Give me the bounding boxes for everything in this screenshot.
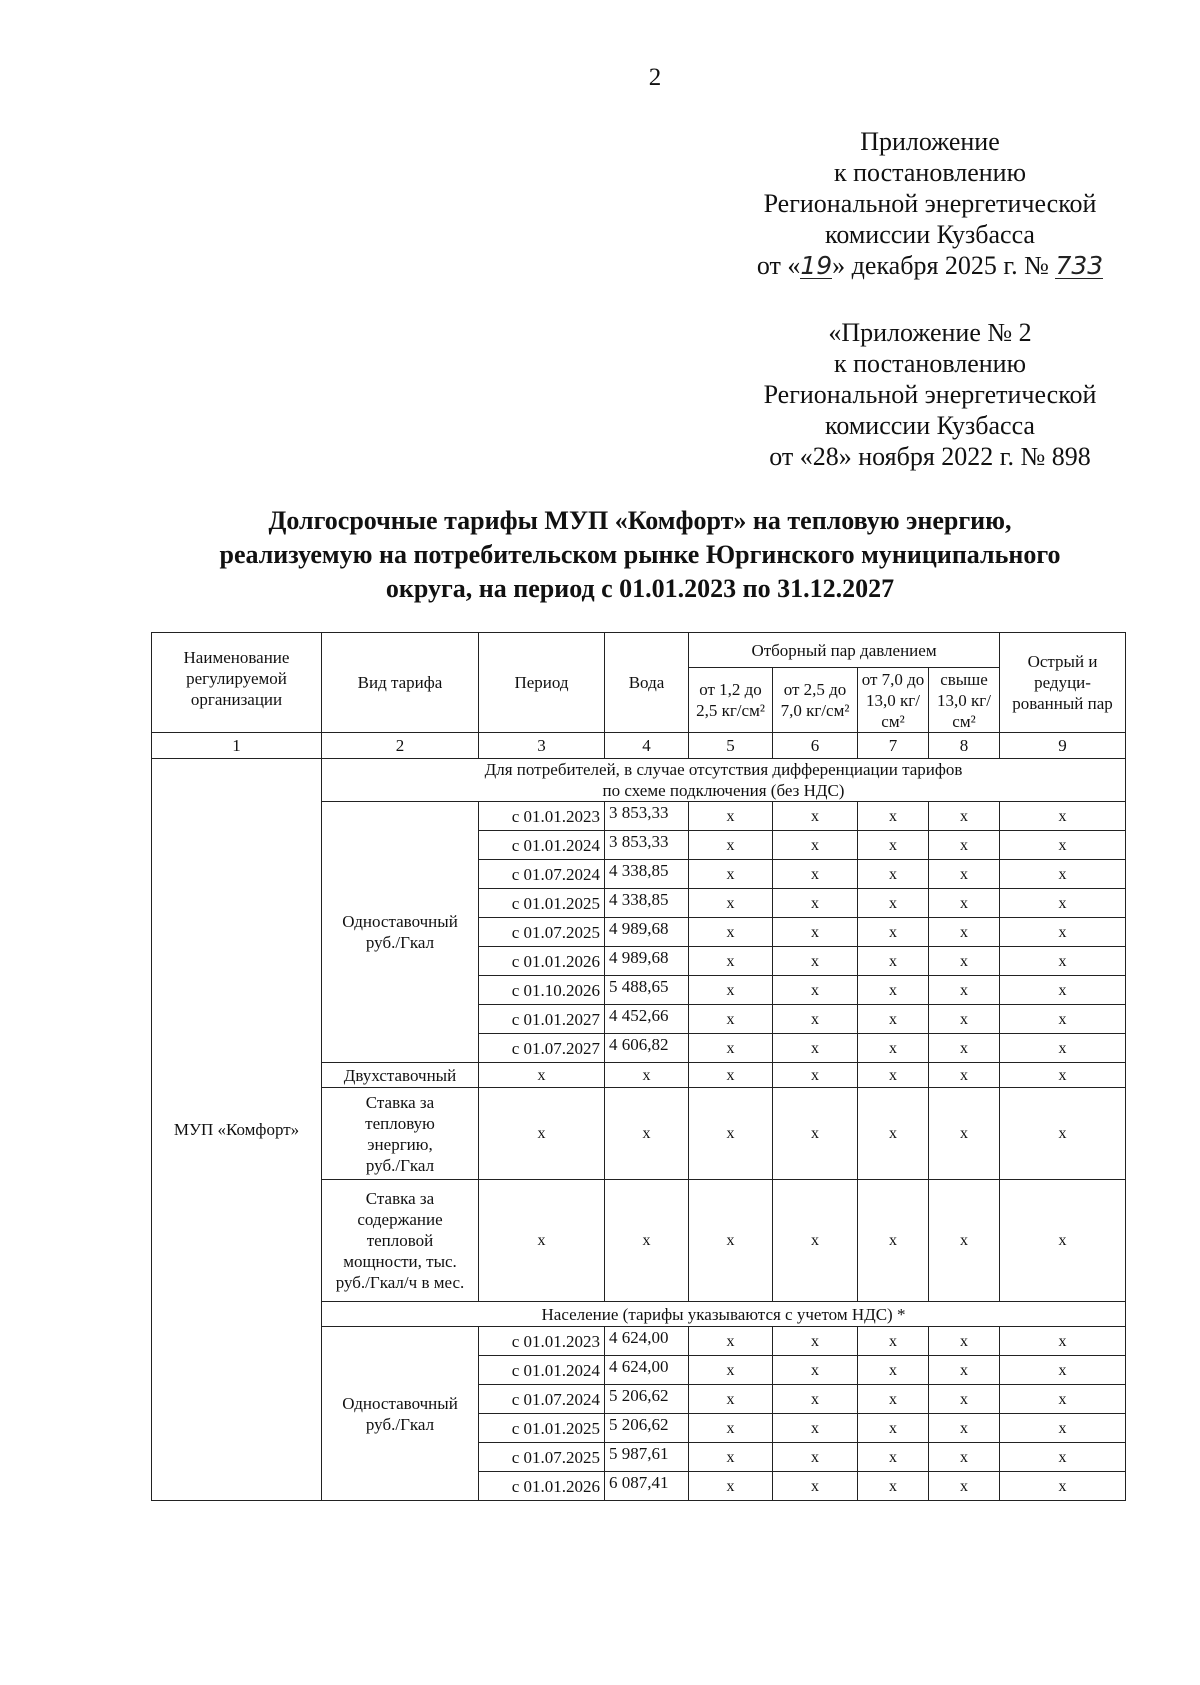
x-cell: x bbox=[929, 1034, 1000, 1063]
x-cell: x bbox=[858, 1327, 929, 1356]
energy-rate-label bbox=[322, 1088, 479, 1180]
period-cell: с 01.01.2025 bbox=[479, 1414, 605, 1443]
water-cell: 4 989,68 bbox=[605, 918, 689, 947]
appendix-line: к постановлению bbox=[833, 349, 1027, 378]
x-cell: x bbox=[689, 1034, 773, 1063]
x-cell: x bbox=[689, 1180, 773, 1302]
label-line: тепловую bbox=[365, 1113, 435, 1133]
period-cell: с 01.07.2027 bbox=[479, 1034, 605, 1063]
period-cell: с 01.07.2024 bbox=[479, 860, 605, 889]
x-cell: x bbox=[689, 1063, 773, 1088]
header-pressure-4: свыше 13,0 кг/см² bbox=[929, 668, 1000, 733]
label-line: Ставка за bbox=[365, 1092, 435, 1112]
x-cell: x bbox=[1000, 860, 1126, 889]
appendix-original-header bbox=[740, 317, 1120, 472]
x-cell: x bbox=[929, 1356, 1000, 1385]
x-cell: x bbox=[858, 1472, 929, 1501]
header-sharp-steam: Острый и редуци-рованный пар bbox=[1000, 633, 1126, 733]
header-tariff-type: Вид тарифа bbox=[322, 633, 479, 733]
x-cell: x bbox=[773, 1063, 858, 1088]
date-suffix: » декабря 2025 г. № bbox=[832, 251, 1049, 280]
section1-title-line: по схеме подключения (без НДС) bbox=[602, 781, 845, 800]
x-cell: x bbox=[929, 1088, 1000, 1180]
single-rate-label: Одноставочный bbox=[342, 912, 458, 931]
period-cell: с 01.01.2026 bbox=[479, 1472, 605, 1501]
x-cell: x bbox=[773, 1005, 858, 1034]
water-cell: 4 624,00 bbox=[605, 1327, 689, 1356]
x-cell: x bbox=[479, 1180, 605, 1302]
x-cell: x bbox=[858, 889, 929, 918]
x-cell: x bbox=[773, 976, 858, 1005]
column-number: 7 bbox=[858, 733, 929, 759]
page-number: 2 bbox=[648, 64, 662, 91]
x-cell: x bbox=[689, 976, 773, 1005]
x-cell: x bbox=[773, 1180, 858, 1302]
x-cell: x bbox=[929, 1327, 1000, 1356]
x-cell: x bbox=[773, 1472, 858, 1501]
period-cell: с 01.07.2025 bbox=[479, 1443, 605, 1472]
water-cell: 3 853,33 bbox=[605, 802, 689, 831]
x-cell: x bbox=[773, 918, 858, 947]
column-number: 6 bbox=[773, 733, 858, 759]
title-line: округа, на период с 01.01.2023 по 31.12.2027 bbox=[385, 574, 895, 603]
x-cell: x bbox=[689, 1327, 773, 1356]
label-line: руб./Гкал bbox=[365, 1155, 435, 1175]
x-cell: x bbox=[1000, 1088, 1126, 1180]
appendix-line: «Приложение № 2 bbox=[828, 318, 1032, 347]
x-cell: x bbox=[605, 1088, 689, 1180]
water-cell: 4 338,85 bbox=[605, 889, 689, 918]
x-cell: x bbox=[479, 1063, 605, 1088]
tariff-table bbox=[151, 632, 1126, 1501]
x-cell: x bbox=[689, 1088, 773, 1180]
x-cell: x bbox=[689, 1414, 773, 1443]
x-cell: x bbox=[929, 1443, 1000, 1472]
x-cell: x bbox=[773, 1443, 858, 1472]
x-cell: x bbox=[858, 1356, 929, 1385]
appendix-line: комиссии Кузбасса bbox=[825, 220, 1035, 249]
title-line: Долгосрочные тарифы МУП «Комфорт» на тепловую энергию, bbox=[268, 506, 1012, 535]
x-cell: x bbox=[689, 1443, 773, 1472]
period-cell: с 01.01.2025 bbox=[479, 889, 605, 918]
x-cell: x bbox=[929, 1180, 1000, 1302]
x-cell: x bbox=[929, 1005, 1000, 1034]
x-cell: x bbox=[689, 918, 773, 947]
x-cell: x bbox=[773, 831, 858, 860]
x-cell: x bbox=[773, 860, 858, 889]
water-cell: 3 853,33 bbox=[605, 831, 689, 860]
appendix-line: комиссии Кузбасса bbox=[825, 411, 1035, 440]
x-cell: x bbox=[1000, 1180, 1126, 1302]
x-cell: x bbox=[689, 831, 773, 860]
x-cell: x bbox=[773, 889, 858, 918]
appendix-line: Региональной энергетической bbox=[763, 380, 1097, 409]
water-cell: 4 989,68 bbox=[605, 947, 689, 976]
x-cell: x bbox=[929, 831, 1000, 860]
x-cell: x bbox=[689, 947, 773, 976]
x-cell: x bbox=[605, 1180, 689, 1302]
x-cell: x bbox=[1000, 1443, 1126, 1472]
section1-title bbox=[322, 759, 1126, 802]
date-prefix: от « bbox=[756, 251, 801, 280]
x-cell: x bbox=[929, 889, 1000, 918]
x-cell: x bbox=[929, 1414, 1000, 1443]
x-cell: x bbox=[929, 1063, 1000, 1088]
org-name-cell: МУП «Комфорт» bbox=[152, 759, 322, 1501]
period-cell: с 01.01.2026 bbox=[479, 947, 605, 976]
handwritten-day: 19 bbox=[800, 251, 833, 280]
header-org: Наименование регулируемой организации bbox=[152, 633, 322, 733]
x-cell: x bbox=[929, 918, 1000, 947]
water-cell: 5 206,62 bbox=[605, 1414, 689, 1443]
x-cell: x bbox=[689, 889, 773, 918]
header-steam-group: Отборный пар давлением bbox=[689, 633, 1000, 668]
x-cell: x bbox=[858, 976, 929, 1005]
period-cell: с 01.01.2024 bbox=[479, 831, 605, 860]
x-cell: x bbox=[1000, 831, 1126, 860]
x-cell: x bbox=[858, 831, 929, 860]
column-numbers-row bbox=[152, 733, 1126, 759]
x-cell: x bbox=[689, 802, 773, 831]
appendix-line: от «28» ноября 2022 г. № 898 bbox=[769, 442, 1091, 471]
period-cell: с 01.10.2026 bbox=[479, 976, 605, 1005]
x-cell: x bbox=[1000, 1385, 1126, 1414]
water-cell: 5 488,65 bbox=[605, 976, 689, 1005]
title-line: реализуемую на потребительском рынке Юргинского муниципального bbox=[219, 540, 1061, 569]
x-cell: x bbox=[1000, 1005, 1126, 1034]
appendix-line: к постановлению bbox=[833, 158, 1027, 187]
x-cell: x bbox=[1000, 976, 1126, 1005]
appendix-date-line bbox=[740, 250, 1120, 281]
x-cell: x bbox=[689, 1472, 773, 1501]
x-cell: x bbox=[689, 1005, 773, 1034]
x-cell: x bbox=[1000, 1063, 1126, 1088]
x-cell: x bbox=[689, 1356, 773, 1385]
header-period: Период bbox=[479, 633, 605, 733]
single-rate-unit: руб./Гкал bbox=[365, 933, 435, 952]
x-cell: x bbox=[858, 802, 929, 831]
x-cell: x bbox=[689, 860, 773, 889]
period-cell: с 01.07.2024 bbox=[479, 1385, 605, 1414]
x-cell: x bbox=[858, 1063, 929, 1088]
two-rate-label: Двухставочный bbox=[322, 1063, 479, 1088]
capacity-rate-label bbox=[322, 1180, 479, 1302]
label-line: энергию, bbox=[367, 1134, 433, 1154]
period-cell: с 01.01.2023 bbox=[479, 802, 605, 831]
x-cell: x bbox=[858, 918, 929, 947]
column-number: 8 bbox=[929, 733, 1000, 759]
header-water: Вода bbox=[605, 633, 689, 733]
column-number: 1 bbox=[152, 733, 322, 759]
section-header-row bbox=[152, 759, 1126, 802]
handwritten-number: 733 bbox=[1055, 251, 1104, 280]
x-cell: x bbox=[858, 860, 929, 889]
x-cell: x bbox=[929, 1385, 1000, 1414]
appendix-current-header bbox=[740, 126, 1120, 281]
x-cell: x bbox=[1000, 918, 1126, 947]
label-line: Ставка за bbox=[365, 1189, 435, 1208]
x-cell: x bbox=[1000, 1034, 1126, 1063]
header-pressure-1: от 1,2 до 2,5 кг/см² bbox=[689, 668, 773, 733]
x-cell: x bbox=[773, 1034, 858, 1063]
x-cell: x bbox=[858, 1443, 929, 1472]
water-cell: 4 624,00 bbox=[605, 1356, 689, 1385]
label-line: содержание bbox=[357, 1210, 443, 1229]
x-cell: x bbox=[1000, 1472, 1126, 1501]
x-cell: x bbox=[1000, 947, 1126, 976]
x-cell: x bbox=[929, 802, 1000, 831]
water-cell: 5 987,61 bbox=[605, 1443, 689, 1472]
x-cell: x bbox=[858, 947, 929, 976]
x-cell: x bbox=[858, 1180, 929, 1302]
period-cell: с 01.01.2023 bbox=[479, 1327, 605, 1356]
section2-title: Население (тарифы указываются с учетом НДС) * bbox=[322, 1302, 1126, 1327]
x-cell: x bbox=[773, 802, 858, 831]
x-cell: x bbox=[929, 860, 1000, 889]
x-cell: x bbox=[605, 1063, 689, 1088]
single-rate-unit: руб./Гкал bbox=[365, 1414, 435, 1434]
x-cell: x bbox=[1000, 1414, 1126, 1443]
column-number: 3 bbox=[479, 733, 605, 759]
x-cell: x bbox=[773, 947, 858, 976]
column-number: 2 bbox=[322, 733, 479, 759]
water-cell: 4 452,66 bbox=[605, 1005, 689, 1034]
x-cell: x bbox=[773, 1088, 858, 1180]
x-cell: x bbox=[1000, 1327, 1126, 1356]
x-cell: x bbox=[858, 1088, 929, 1180]
single-rate-label-cell bbox=[322, 1327, 479, 1501]
column-number: 4 bbox=[605, 733, 689, 759]
single-rate-label-cell bbox=[322, 802, 479, 1063]
section1-title-line: Для потребителей, в случае отсутствия дифференциации тарифов bbox=[484, 760, 963, 779]
period-cell: с 01.01.2024 bbox=[479, 1356, 605, 1385]
header-pressure-3: от 7,0 до 13,0 кг/см² bbox=[858, 668, 929, 733]
water-cell: 6 087,41 bbox=[605, 1472, 689, 1501]
document-title bbox=[150, 504, 1130, 606]
x-cell: x bbox=[858, 1414, 929, 1443]
x-cell: x bbox=[773, 1327, 858, 1356]
x-cell: x bbox=[858, 1005, 929, 1034]
header-pressure-2: от 2,5 до 7,0 кг/см² bbox=[773, 668, 858, 733]
x-cell: x bbox=[858, 1034, 929, 1063]
label-line: руб./Гкал/ч в мес. bbox=[335, 1273, 465, 1292]
x-cell: x bbox=[1000, 1356, 1126, 1385]
x-cell: x bbox=[858, 1385, 929, 1414]
x-cell: x bbox=[929, 1472, 1000, 1501]
x-cell: x bbox=[1000, 802, 1126, 831]
x-cell: x bbox=[773, 1356, 858, 1385]
label-line: мощности, тыс. bbox=[343, 1252, 457, 1271]
x-cell: x bbox=[773, 1385, 858, 1414]
x-cell: x bbox=[929, 947, 1000, 976]
x-cell: x bbox=[773, 1414, 858, 1443]
x-cell: x bbox=[929, 976, 1000, 1005]
x-cell: x bbox=[479, 1088, 605, 1180]
x-cell: x bbox=[1000, 889, 1126, 918]
label-line: тепловой bbox=[366, 1231, 434, 1250]
appendix-line: Приложение bbox=[860, 127, 1000, 156]
single-rate-label: Одноставочный bbox=[342, 1393, 458, 1413]
column-number: 9 bbox=[1000, 733, 1126, 759]
appendix-line: Региональной энергетической bbox=[763, 189, 1097, 218]
period-cell: с 01.07.2025 bbox=[479, 918, 605, 947]
water-cell: 4 338,85 bbox=[605, 860, 689, 889]
period-cell: с 01.01.2027 bbox=[479, 1005, 605, 1034]
water-cell: 5 206,62 bbox=[605, 1385, 689, 1414]
x-cell: x bbox=[689, 1385, 773, 1414]
water-cell: 4 606,82 bbox=[605, 1034, 689, 1063]
column-number: 5 bbox=[689, 733, 773, 759]
